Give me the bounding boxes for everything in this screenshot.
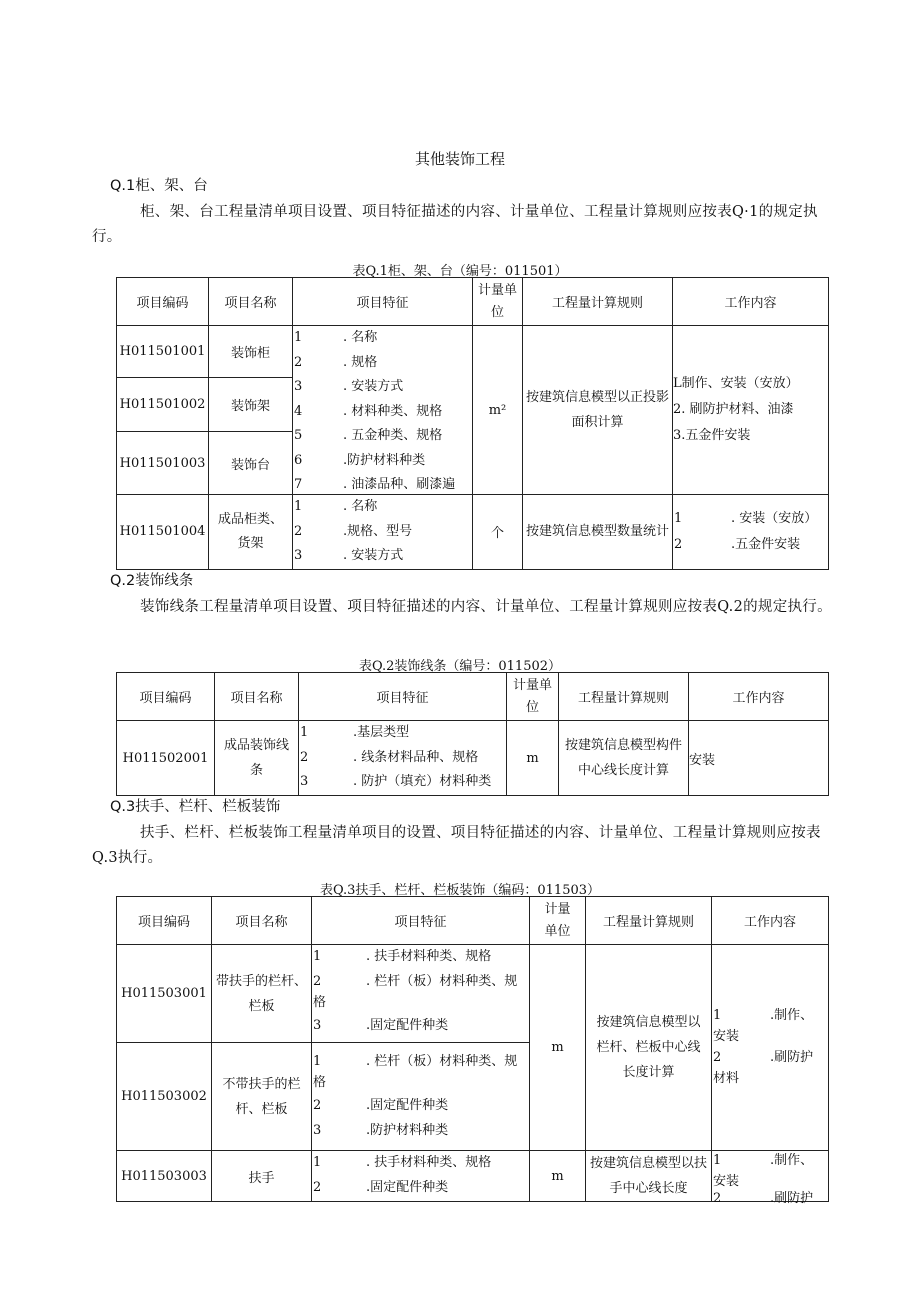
feature-line: 1 .基层类型 bbox=[300, 725, 410, 741]
table-caption-q1: 表Q.1柜、架、台（编号：011501） bbox=[352, 264, 568, 279]
feature-line: 2 . 规格 bbox=[294, 354, 378, 370]
table-row bbox=[117, 945, 829, 1043]
item-code: H011501001 bbox=[117, 326, 209, 378]
item-work bbox=[712, 945, 829, 1151]
header-cell: 项目特征 bbox=[293, 278, 473, 326]
item-features bbox=[312, 945, 530, 1043]
item-name: 不带扶手的栏杆、栏板 bbox=[212, 1043, 312, 1151]
work-line: 2 .刷防护 bbox=[713, 1191, 814, 1206]
item-work bbox=[673, 326, 829, 495]
section-heading-q3: Q.3扶手、栏杆、栏板装饰 bbox=[110, 799, 281, 815]
item-name: 成品柜类、货架 bbox=[209, 495, 293, 570]
header-cell: 项目名称 bbox=[212, 897, 312, 945]
item-rule: 按建筑信息模型数量统计 bbox=[523, 495, 673, 570]
header-cell: 工程量计算规则 bbox=[523, 278, 673, 326]
item-name: 成品装饰线条 bbox=[215, 721, 299, 796]
feature-line: 1 . 名称 bbox=[294, 330, 378, 345]
work-line: 2 .五金件安装 bbox=[674, 536, 801, 552]
feature-line: 3 . 防护（填充）材料种类 bbox=[300, 774, 492, 790]
item-work bbox=[712, 1151, 829, 1206]
header-cell: 计量单位 bbox=[507, 673, 559, 721]
table-row bbox=[117, 326, 829, 378]
item-features bbox=[299, 721, 507, 796]
item-unit: m² bbox=[473, 326, 523, 495]
item-work: 安装 bbox=[689, 721, 829, 796]
item-rule: 按建筑信息模型以扶手中心线长度 bbox=[586, 1151, 712, 1202]
feature-line: 3 . 安装方式 bbox=[294, 548, 404, 563]
item-name: 扶手 bbox=[212, 1151, 312, 1202]
header-cell: 工作内容 bbox=[712, 897, 829, 945]
header-cell: 项目编码 bbox=[117, 278, 209, 326]
section-paragraph-q1: 柜、架、台工程量清单项目设置、项目特征描述的内容、计量单位、工程量计算规则应按表Q·1的规定执行。 bbox=[92, 204, 818, 245]
feature-line: 1 . 扶手材料种类、规格 bbox=[313, 1155, 492, 1170]
table-caption-q2: 表Q.2装饰线条（编号：011502） bbox=[358, 659, 562, 674]
item-unit: m bbox=[530, 1151, 586, 1202]
item-code: H011502001 bbox=[117, 721, 215, 796]
feature-line: 5 . 五金种类、规格 bbox=[294, 428, 443, 443]
header-cell: 项目特征 bbox=[312, 897, 530, 945]
item-code: H011501002 bbox=[117, 378, 209, 432]
item-unit: 个 bbox=[473, 495, 523, 570]
table-row bbox=[117, 721, 829, 796]
feature-line: 4 . 材料种类、规格 bbox=[294, 403, 443, 419]
header-cell: 计量单位 bbox=[473, 278, 523, 326]
work-line: 1 . 安装（安放） bbox=[674, 510, 818, 526]
header-cell: 计量单位 bbox=[530, 897, 586, 945]
item-rule: 按建筑信息模型构件中心线长度计算 bbox=[559, 721, 689, 796]
item-work bbox=[673, 495, 829, 570]
table-header-row bbox=[117, 278, 829, 326]
work-line: 1 .制作、 bbox=[713, 1153, 814, 1168]
work-line: L制作、安装（安放） bbox=[673, 376, 799, 391]
work-line: 2 .刷防护 bbox=[713, 1049, 814, 1065]
feature-line: 2 . 线条材料品种、规格 bbox=[300, 749, 479, 765]
feature-line: 2 .规格、型号 bbox=[294, 523, 413, 539]
table-caption-q3: 表Q.3扶手、栏杆、栏板装饰（编码：011503） bbox=[319, 883, 601, 898]
item-name: 装饰柜 bbox=[209, 326, 293, 378]
item-name: 带扶手的栏杆、栏板 bbox=[212, 945, 312, 1043]
doc-title: 其他装饰工程 bbox=[414, 150, 505, 168]
feature-line: 3 .固定配件种类 bbox=[313, 1018, 449, 1033]
feature-line: 1 . 名称 bbox=[294, 499, 378, 514]
table-row bbox=[117, 495, 829, 570]
item-code: H011501004 bbox=[117, 495, 209, 570]
header-cell: 工作内容 bbox=[673, 278, 829, 326]
feature-line: 1 . 栏杆（板）材料种类、规 bbox=[313, 1053, 518, 1069]
work-line-wrap: 安装 bbox=[713, 1174, 740, 1189]
table-header-row bbox=[117, 673, 829, 721]
feature-line: 6 .防护材料种类 bbox=[294, 452, 426, 468]
table-q3 bbox=[116, 896, 829, 1206]
header-cell: 项目特征 bbox=[299, 673, 507, 721]
item-rule: 按建筑信息模型以栏杆、栏板中心线长度计算 bbox=[586, 945, 712, 1151]
feature-line: 3 . 安装方式 bbox=[294, 379, 404, 394]
item-unit: m bbox=[507, 721, 559, 796]
feature-line: 7 . 油漆品种、刷漆遍 bbox=[294, 477, 456, 492]
header-cell: 项目名称 bbox=[215, 673, 299, 721]
item-features bbox=[293, 326, 473, 495]
item-code: H011503003 bbox=[117, 1151, 212, 1202]
section-paragraph-q3: 扶手、栏杆、栏板装饰工程量清单项目的设置、项目特征描述的内容、计量单位、工程量计算规则应按表Q.3执行。 bbox=[92, 825, 821, 866]
feature-line: 2 . 栏杆（板）材料种类、规 bbox=[313, 973, 518, 989]
work-line-wrap: 材料 bbox=[713, 1070, 740, 1086]
header-cell: 项目名称 bbox=[209, 278, 293, 326]
feature-line: 1 . 扶手材料种类、规格 bbox=[313, 949, 492, 964]
header-cell: 工作内容 bbox=[689, 673, 829, 721]
item-unit: m bbox=[530, 945, 586, 1151]
work-line: 1 .制作、 bbox=[713, 1007, 814, 1023]
item-code: H011503002 bbox=[117, 1043, 212, 1151]
item-code: H011501003 bbox=[117, 432, 209, 495]
item-name: 装饰架 bbox=[209, 378, 293, 432]
table-row bbox=[117, 1151, 829, 1202]
feature-line-wrap: 格 bbox=[313, 1075, 327, 1091]
item-code: H011503001 bbox=[117, 945, 212, 1043]
section-paragraph-q2: 装饰线条工程量清单项目设置、项目特征描述的内容、计量单位、工程量计算规则应按表Q.2的规定执行。 bbox=[140, 599, 832, 615]
section-heading-q2: Q.2装饰线条 bbox=[110, 573, 194, 589]
feature-line: 2 .固定配件种类 bbox=[313, 1179, 449, 1195]
section-heading-q1: Q.1柜、架、台 bbox=[110, 178, 208, 194]
header-cell: 工程量计算规则 bbox=[559, 673, 689, 721]
work-line-wrap: 安装 bbox=[713, 1028, 740, 1044]
feature-line: 2 .固定配件种类 bbox=[313, 1098, 449, 1114]
item-name: 装饰台 bbox=[209, 432, 293, 495]
work-line: 3.五金件安装 bbox=[673, 428, 751, 443]
table-header-row bbox=[117, 897, 829, 945]
table-q2 bbox=[116, 672, 829, 796]
header-cell: 项目编码 bbox=[117, 897, 212, 945]
feature-line-wrap: 格 bbox=[313, 995, 327, 1010]
feature-line: 3 .防护材料种类 bbox=[313, 1122, 449, 1138]
item-rule: 按建筑信息模型以正投影面积计算 bbox=[523, 326, 673, 495]
work-line: 2. 刷防护材料、油漆 bbox=[673, 402, 794, 417]
item-features bbox=[312, 1151, 530, 1202]
header-cell: 项目编码 bbox=[117, 673, 215, 721]
item-features bbox=[293, 495, 473, 570]
item-features bbox=[312, 1043, 530, 1151]
header-cell: 工程量计算规则 bbox=[586, 897, 712, 945]
table-q1 bbox=[116, 277, 829, 570]
